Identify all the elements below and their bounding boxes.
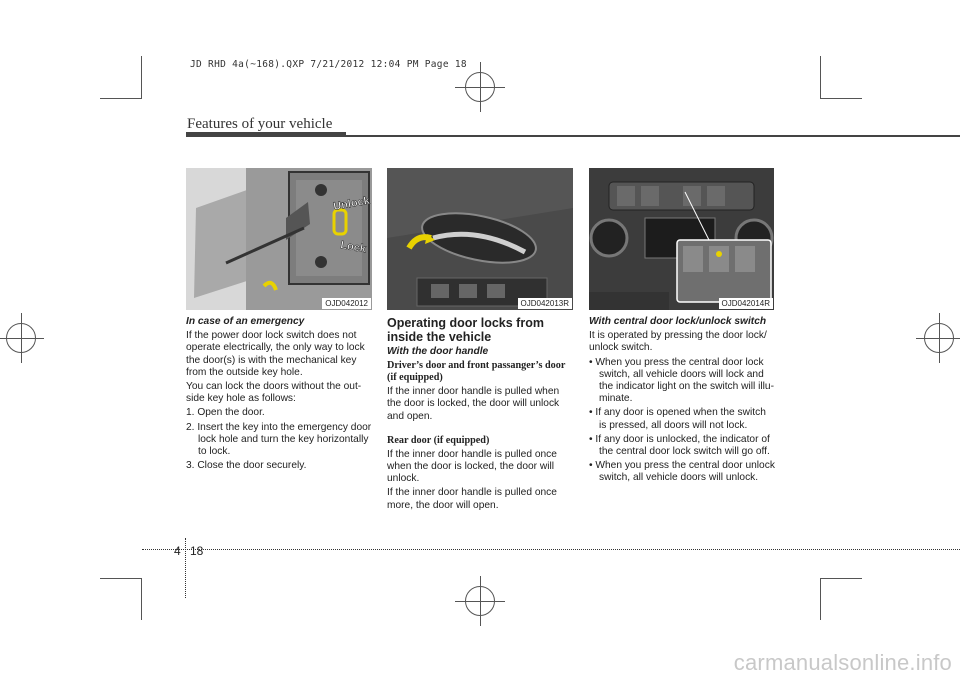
list-item: • When you press the central door lock switch, all vehicle doors will lock and the indicator light on the switch will illu-minate.: [589, 356, 774, 405]
figure-emergency-lock: [186, 168, 372, 310]
chapter-number: 4: [174, 544, 181, 558]
door-handle-illustration: [387, 168, 573, 310]
front-doors-heading: Driver’s door and front passanger’s door (if equipped): [387, 360, 566, 384]
column-door-handle: [387, 316, 575, 514]
door-illustration: [186, 168, 372, 310]
rear-door-text-2: If the inner door handle is pulled once more, the door will open.: [387, 487, 557, 511]
figure-label: OJD042012: [322, 298, 371, 309]
footer-dotted-divider: [185, 538, 186, 598]
figure-label: OJD042014R: [719, 298, 773, 309]
figure-door-handle: [387, 168, 573, 310]
section-title: Features of your vehicle: [187, 116, 333, 132]
crop-mark: [141, 578, 142, 620]
figure-label: OJD042013R: [518, 298, 572, 309]
emergency-paragraph-1: If the power door lock switch does not operate electrically, the only way to lock the door(s) is with the mechanical key from the outside key hole.: [186, 330, 365, 378]
watermark: carmanualsonline.info: [733, 650, 952, 675]
print-header: JD RHD 4a(~168).QXP 7/21/2012 12:04 PM Page 18: [190, 59, 467, 70]
page-number: 18: [190, 544, 204, 558]
rear-door-text-1: If the inner door handle is pulled once when the door is locked, the door will unlock.: [387, 448, 557, 485]
list-item: • If any door is unlocked, the indicator of the central door lock switch will go off.: [589, 433, 770, 458]
emergency-steps: [186, 407, 374, 472]
crop-mark: [100, 578, 142, 579]
registration-mark-left: [6, 323, 36, 353]
crop-mark: [100, 98, 142, 99]
registration-mark-right: [924, 323, 954, 353]
door-handle-subheading: With the door handle: [387, 346, 489, 357]
list-item: 3. Close the door securely.: [186, 460, 307, 472]
column-central-lock: [589, 316, 776, 487]
emergency-paragraph-2: You can lock the doors without the out-side key hole as follows:: [186, 381, 362, 405]
registration-mark-top: [465, 72, 495, 102]
central-lock-intro: It is operated by pressing the door lock/ unlock switch.: [589, 330, 767, 354]
column-emergency: [186, 316, 374, 474]
title-rule: [186, 135, 960, 137]
registration-mark-bottom: [465, 586, 495, 616]
rear-door-heading: Rear door (if equipped): [387, 434, 490, 446]
central-lock-bullets: [589, 357, 776, 485]
crop-mark: [820, 56, 821, 98]
crop-mark: [820, 98, 862, 99]
front-doors-text: If the inner door handle is pulled when the door is locked, the door will unlock and open.: [387, 386, 560, 422]
inside-locks-heading: Operating door locks from inside the vehicle: [387, 316, 544, 344]
crop-mark: [141, 56, 142, 98]
emergency-heading: In case of an emergency: [186, 316, 305, 327]
list-item: 1. Open the door.: [186, 407, 265, 419]
crop-mark: [820, 578, 821, 620]
center-console-illustration: [589, 168, 774, 310]
list-item: • When you press the central door unlock switch, all vehicle doors will unlock.: [589, 460, 775, 484]
central-lock-heading: With central door lock/unlock switch: [589, 316, 767, 327]
crop-mark: [820, 578, 862, 579]
lock-label: Lock: [339, 239, 367, 256]
list-item: 2. Insert the key into the emergency door lock hole and turn the key horizontally to lock.: [186, 421, 372, 458]
unlock-label: Unlock: [332, 194, 371, 213]
list-item: • If any door is opened when the switch is pressed, all doors will not lock.: [589, 407, 766, 431]
footer-dotted-rule: [142, 549, 960, 550]
figure-central-lock: [589, 168, 774, 310]
